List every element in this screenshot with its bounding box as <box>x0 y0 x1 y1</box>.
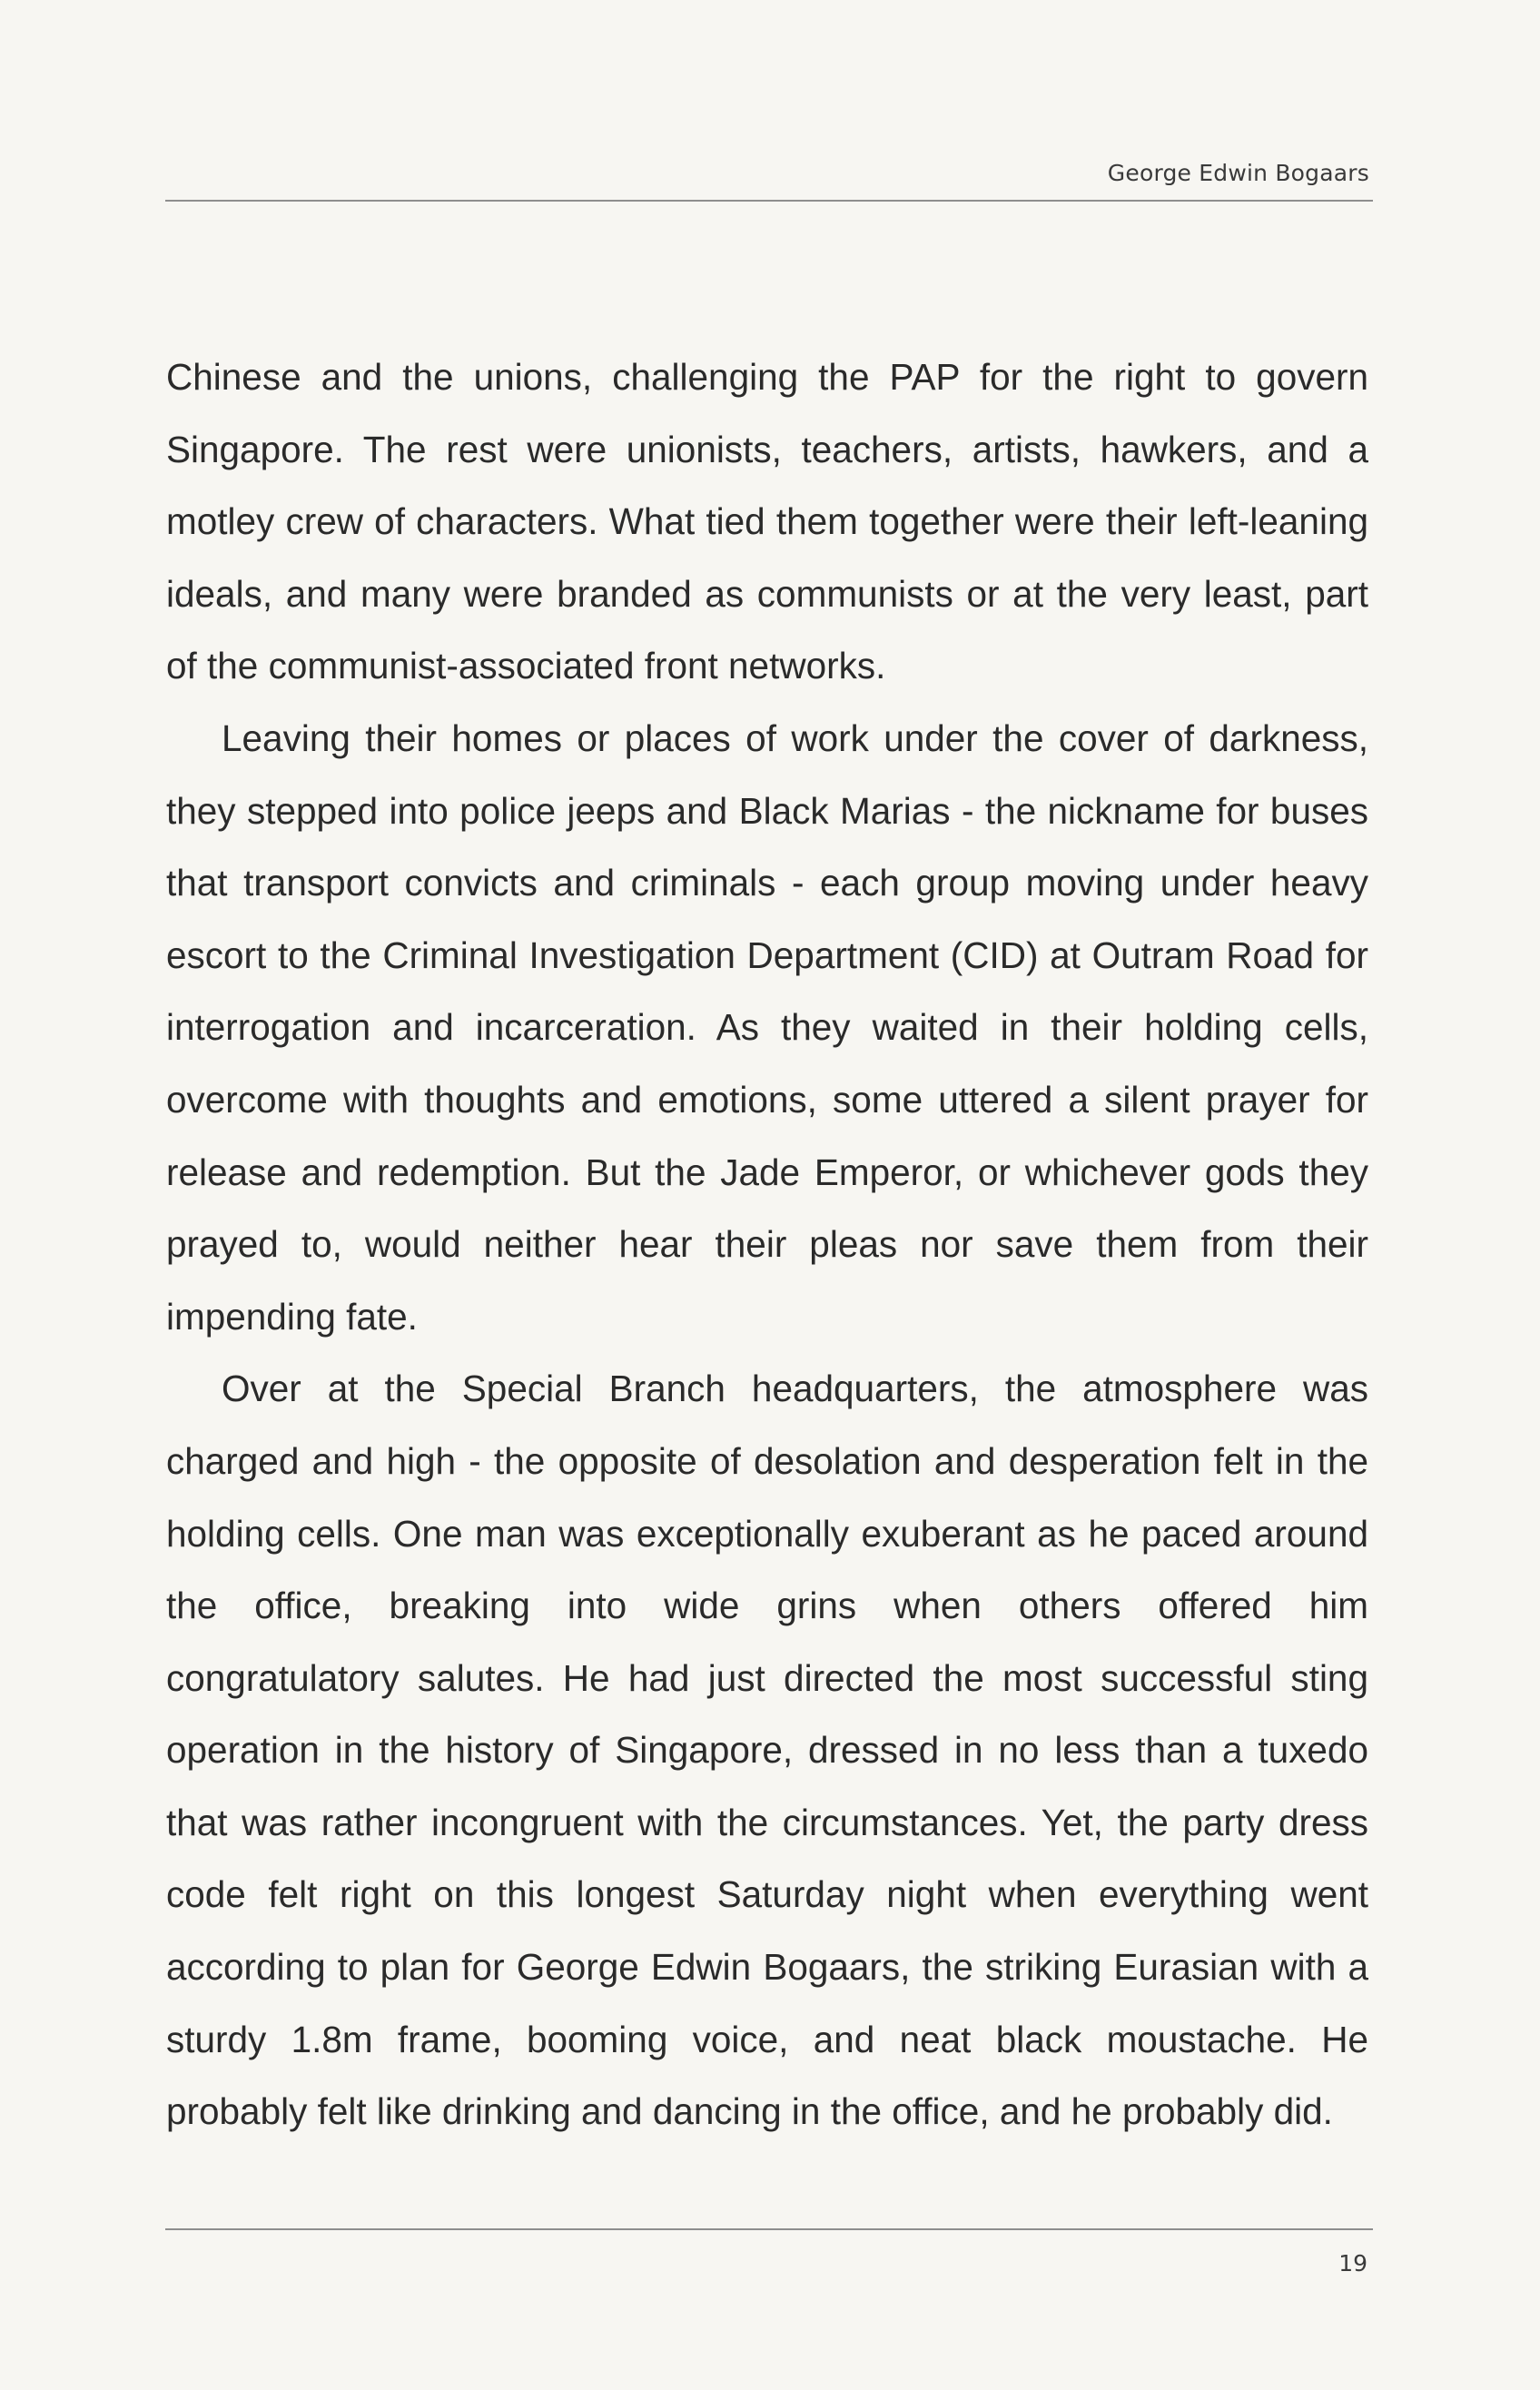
body-text <box>166 341 1368 2148</box>
footer-rule <box>165 2228 1373 2230</box>
paragraph-1: Chinese and the unions, challenging the PAP for the right to govern Singapore. The rest were unionists, teachers, artists, hawkers, and a motley crew of characters. What tied them together were their left-leaning ideals, and many were branded as communists or at the very least, part of the communist-associated front networks. <box>166 356 1368 687</box>
paragraph-3: Over at the Special Branch headquarters, the atmosphere was charged and high - the opposite of desolation and desperation felt in the holding cells. One man was exceptionally exuberant as he paced around the office, breaking into wide grins when others offered him congratulatory salutes. He had just directed the most successful sting operation in the history of Singapore, dressed in no less than a tuxedo that was rather incongruent with the circumstances. Yet, the party dress code felt right on this longest Saturday night when everything went according to plan for George Edwin Bogaars, the striking Eurasian with a sturdy 1.8m frame, booming voice, and neat black moustache. He probably felt like drinking and dancing in the office, and he probably did. <box>166 1368 1368 2133</box>
header-rule <box>165 200 1373 202</box>
running-header: George Edwin Bogaars <box>1107 160 1369 186</box>
paragraph-2: Leaving their homes or places of work under the cover of darkness, they stepped into police jeeps and Black Marias - the nickname for buses that transport convicts and criminals - each group moving under heavy escort to the Criminal Investigation Department (CID) at Outram Road for interrogation and incarceration. As they waited in their holding cells, overcome with thoughts and emotions, some uttered a silent prayer for release and redemption. But the Jade Emperor, or whichever gods they prayed to, would neither hear their pleas nor save them from their impending fate. <box>166 716 1368 1338</box>
page-number: 19 <box>1338 2250 1367 2276</box>
